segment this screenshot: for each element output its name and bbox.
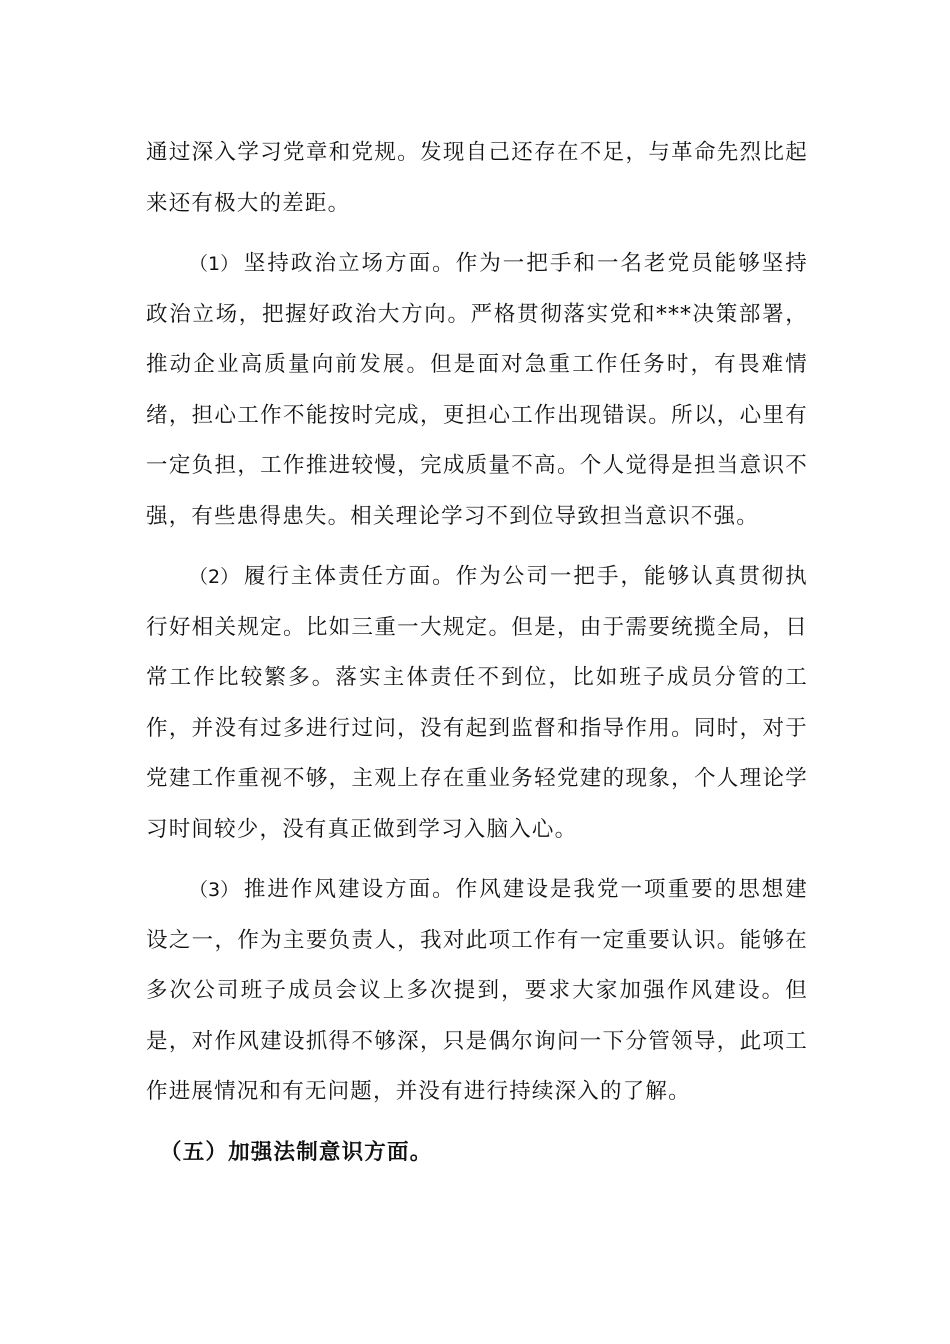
paragraph-political-stance — [146, 239, 808, 542]
paragraph-text: 履行主体责任方面。作为公司一把手，能够认真贯彻执行好相关规定。比如三重一大规定。但是，由于需要统揽全局，日常工作比较繁多。落实主体责任不到位，比如班子成员分管的工作，并没有过多进行过问，没有起到监督和指导作用。同时，对于党建工作重视不够，主观上存在重业务轻党建的现象，个人理论学习时间较少，没有真正做到学习入脑入心。 — [146, 564, 808, 842]
item-number: （3） — [189, 879, 240, 901]
paragraph-text: 通过深入学习党章和党规。发现自己还存在不足，与革命先烈比起来还有极大的差距。 — [146, 140, 808, 216]
document-body — [146, 128, 808, 1178]
paragraph-main-responsibility — [146, 552, 808, 855]
paragraph-text: 坚持政治立场方面。作为一把手和一名老党员能够坚持政治立场，把握好政治大方向。严格贯彻落实党和***决策部署，推动企业高质量向前发展。但是面对急重工作任务时，有畏难情绪，担心工作不能按时完成，更担心工作出现错误。所以，心里有一定负担，工作推进较慢，完成质量不高。个人觉得是担当意识不强，有些患得患失。相关理论学习不到位导致担当意识不强。 — [146, 251, 808, 529]
item-number: （2） — [189, 566, 240, 588]
paragraph-text: 推进作风建设方面。作风建设是我党一项重要的思想建设之一，作为主要负责人，我对此项工作有一定重要认识。能够在多次公司班子成员会议上多次提到，要求大家加强作风建设。但是，对作风建设抓得不够深，只是偶尔询问一下分管领导，此项工作进展情况和有无问题，并没有进行持续深入的了解。 — [146, 877, 808, 1104]
section-heading: （五）加强法制意识方面。 — [160, 1139, 433, 1165]
item-number: （1） — [189, 253, 240, 275]
paragraph-work-style — [146, 865, 808, 1118]
paragraph-intro — [146, 128, 808, 229]
